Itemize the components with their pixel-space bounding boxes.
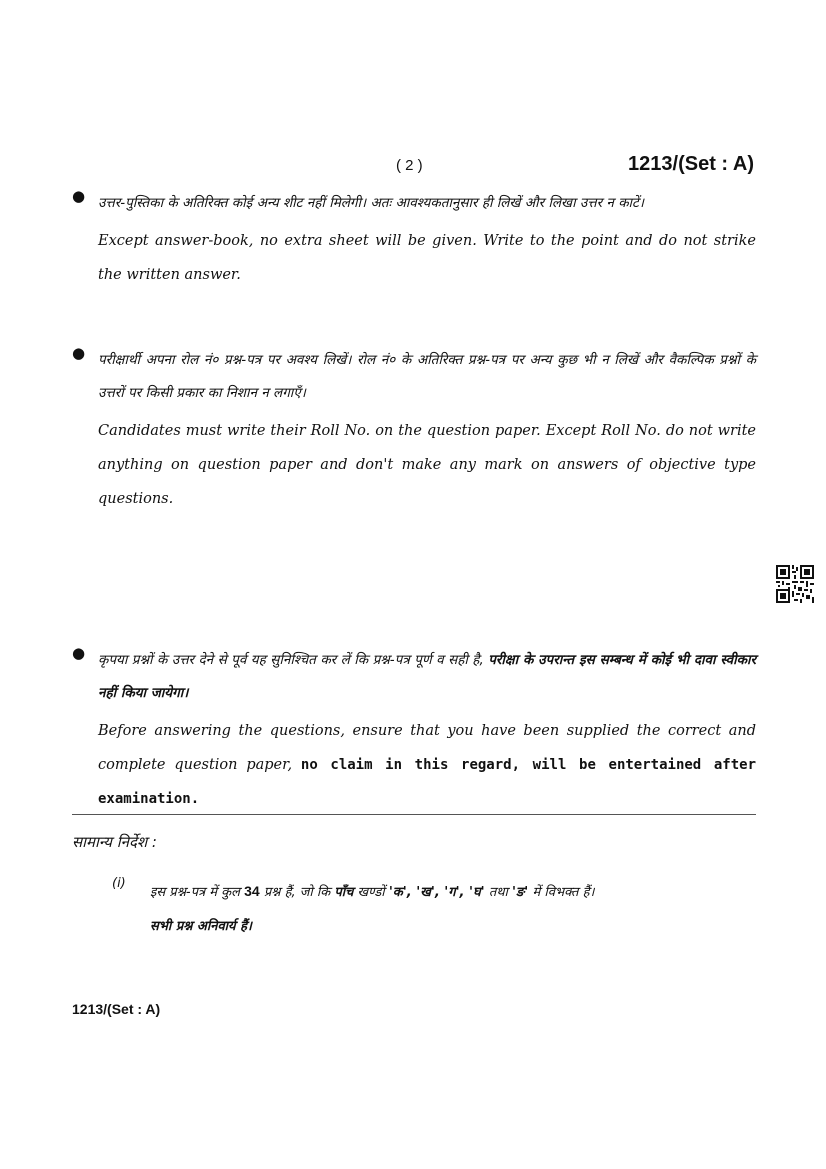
- instruction-hindi: उत्तर-पुस्तिका के अतिरिक्त कोई अन्य शीट नहीं मिलेगी। अतः आवश्यकतानुसार ही लिखें और लिखा उत्तर न काटें।: [98, 195, 644, 211]
- general-instruction-item: [112, 874, 760, 944]
- instruction-text-part: खण्डों: [357, 885, 385, 900]
- instruction-text-part: प्रश्न हैं, जो कि: [263, 885, 331, 900]
- instruction-number: (i): [112, 876, 126, 891]
- bullet-icon: ●: [72, 187, 86, 205]
- page-number: ( 2 ): [396, 157, 423, 174]
- instruction-hindi-bold: परीक्षा के उपरान्त इस सम्बन्ध में कोई भी दावा स्वीकार नहीं किया जायेगा।: [98, 652, 756, 701]
- instruction-hindi: [98, 644, 756, 710]
- instruction-english: Except answer-book, no extra sheet will be given. Write to the point and do not strike the written answer.: [98, 233, 756, 283]
- instruction-english-bold: no claim in this regard, will be entertained after examination.: [98, 757, 757, 807]
- divider: [72, 814, 756, 815]
- question-count: 34: [244, 883, 260, 899]
- instruction-item: [72, 644, 756, 816]
- instruction-item: [72, 344, 756, 516]
- instruction-hindi-text: कृपया प्रश्नों के उत्तर देने से पूर्व यह सुनिश्चित कर लें कि प्रश्न-पत्र पूर्ण व सही है,: [98, 652, 484, 668]
- bullet-icon: ●: [72, 644, 86, 662]
- instruction-text-part: में विभक्त हैं।: [532, 885, 595, 900]
- bullet-icon: ●: [72, 344, 86, 362]
- instruction-english-text: Before answering the questions, ensure that you have been supplied the correct and complete question paper,: [98, 723, 756, 773]
- qr-code-icon: [776, 565, 814, 603]
- instruction-text: [150, 874, 760, 944]
- instruction-english: [98, 714, 756, 816]
- section-count: पाँच: [334, 885, 354, 900]
- footer-set-code: 1213/(Set : A): [72, 1001, 161, 1017]
- header-set-code: 1213/(Set : A): [628, 153, 754, 175]
- instruction-english: Candidates must write their Roll No. on the question paper. Except Roll No. do not write anything on question paper and don't make any mark on answers of objective type questions.: [98, 423, 756, 507]
- compulsory-note: सभी प्रश्न अनिवार्य हैं।: [150, 919, 252, 934]
- general-instructions-title: सामान्य निर्देश :: [72, 833, 157, 851]
- instruction-hindi: परीक्षार्थी अपना रोल नं० प्रश्न-पत्र पर अवश्य लिखें। रोल नं० के अतिरिक्त प्रश्न-पत्र पर अन्य कुछ भी न लिखें और वैकल्पिक प्रश्नों के उत्तरों पर किसी प्रकार का निशान न लगाएँ।: [98, 352, 756, 401]
- instruction-text-part: तथा: [488, 885, 508, 900]
- instruction-text-part: इस प्रश्न-पत्र में कुल: [150, 885, 240, 900]
- section-names: 'क', 'ख', 'ग', 'घ': [388, 885, 485, 900]
- section-name-last: 'ङ': [512, 885, 529, 900]
- instruction-item: [72, 187, 756, 292]
